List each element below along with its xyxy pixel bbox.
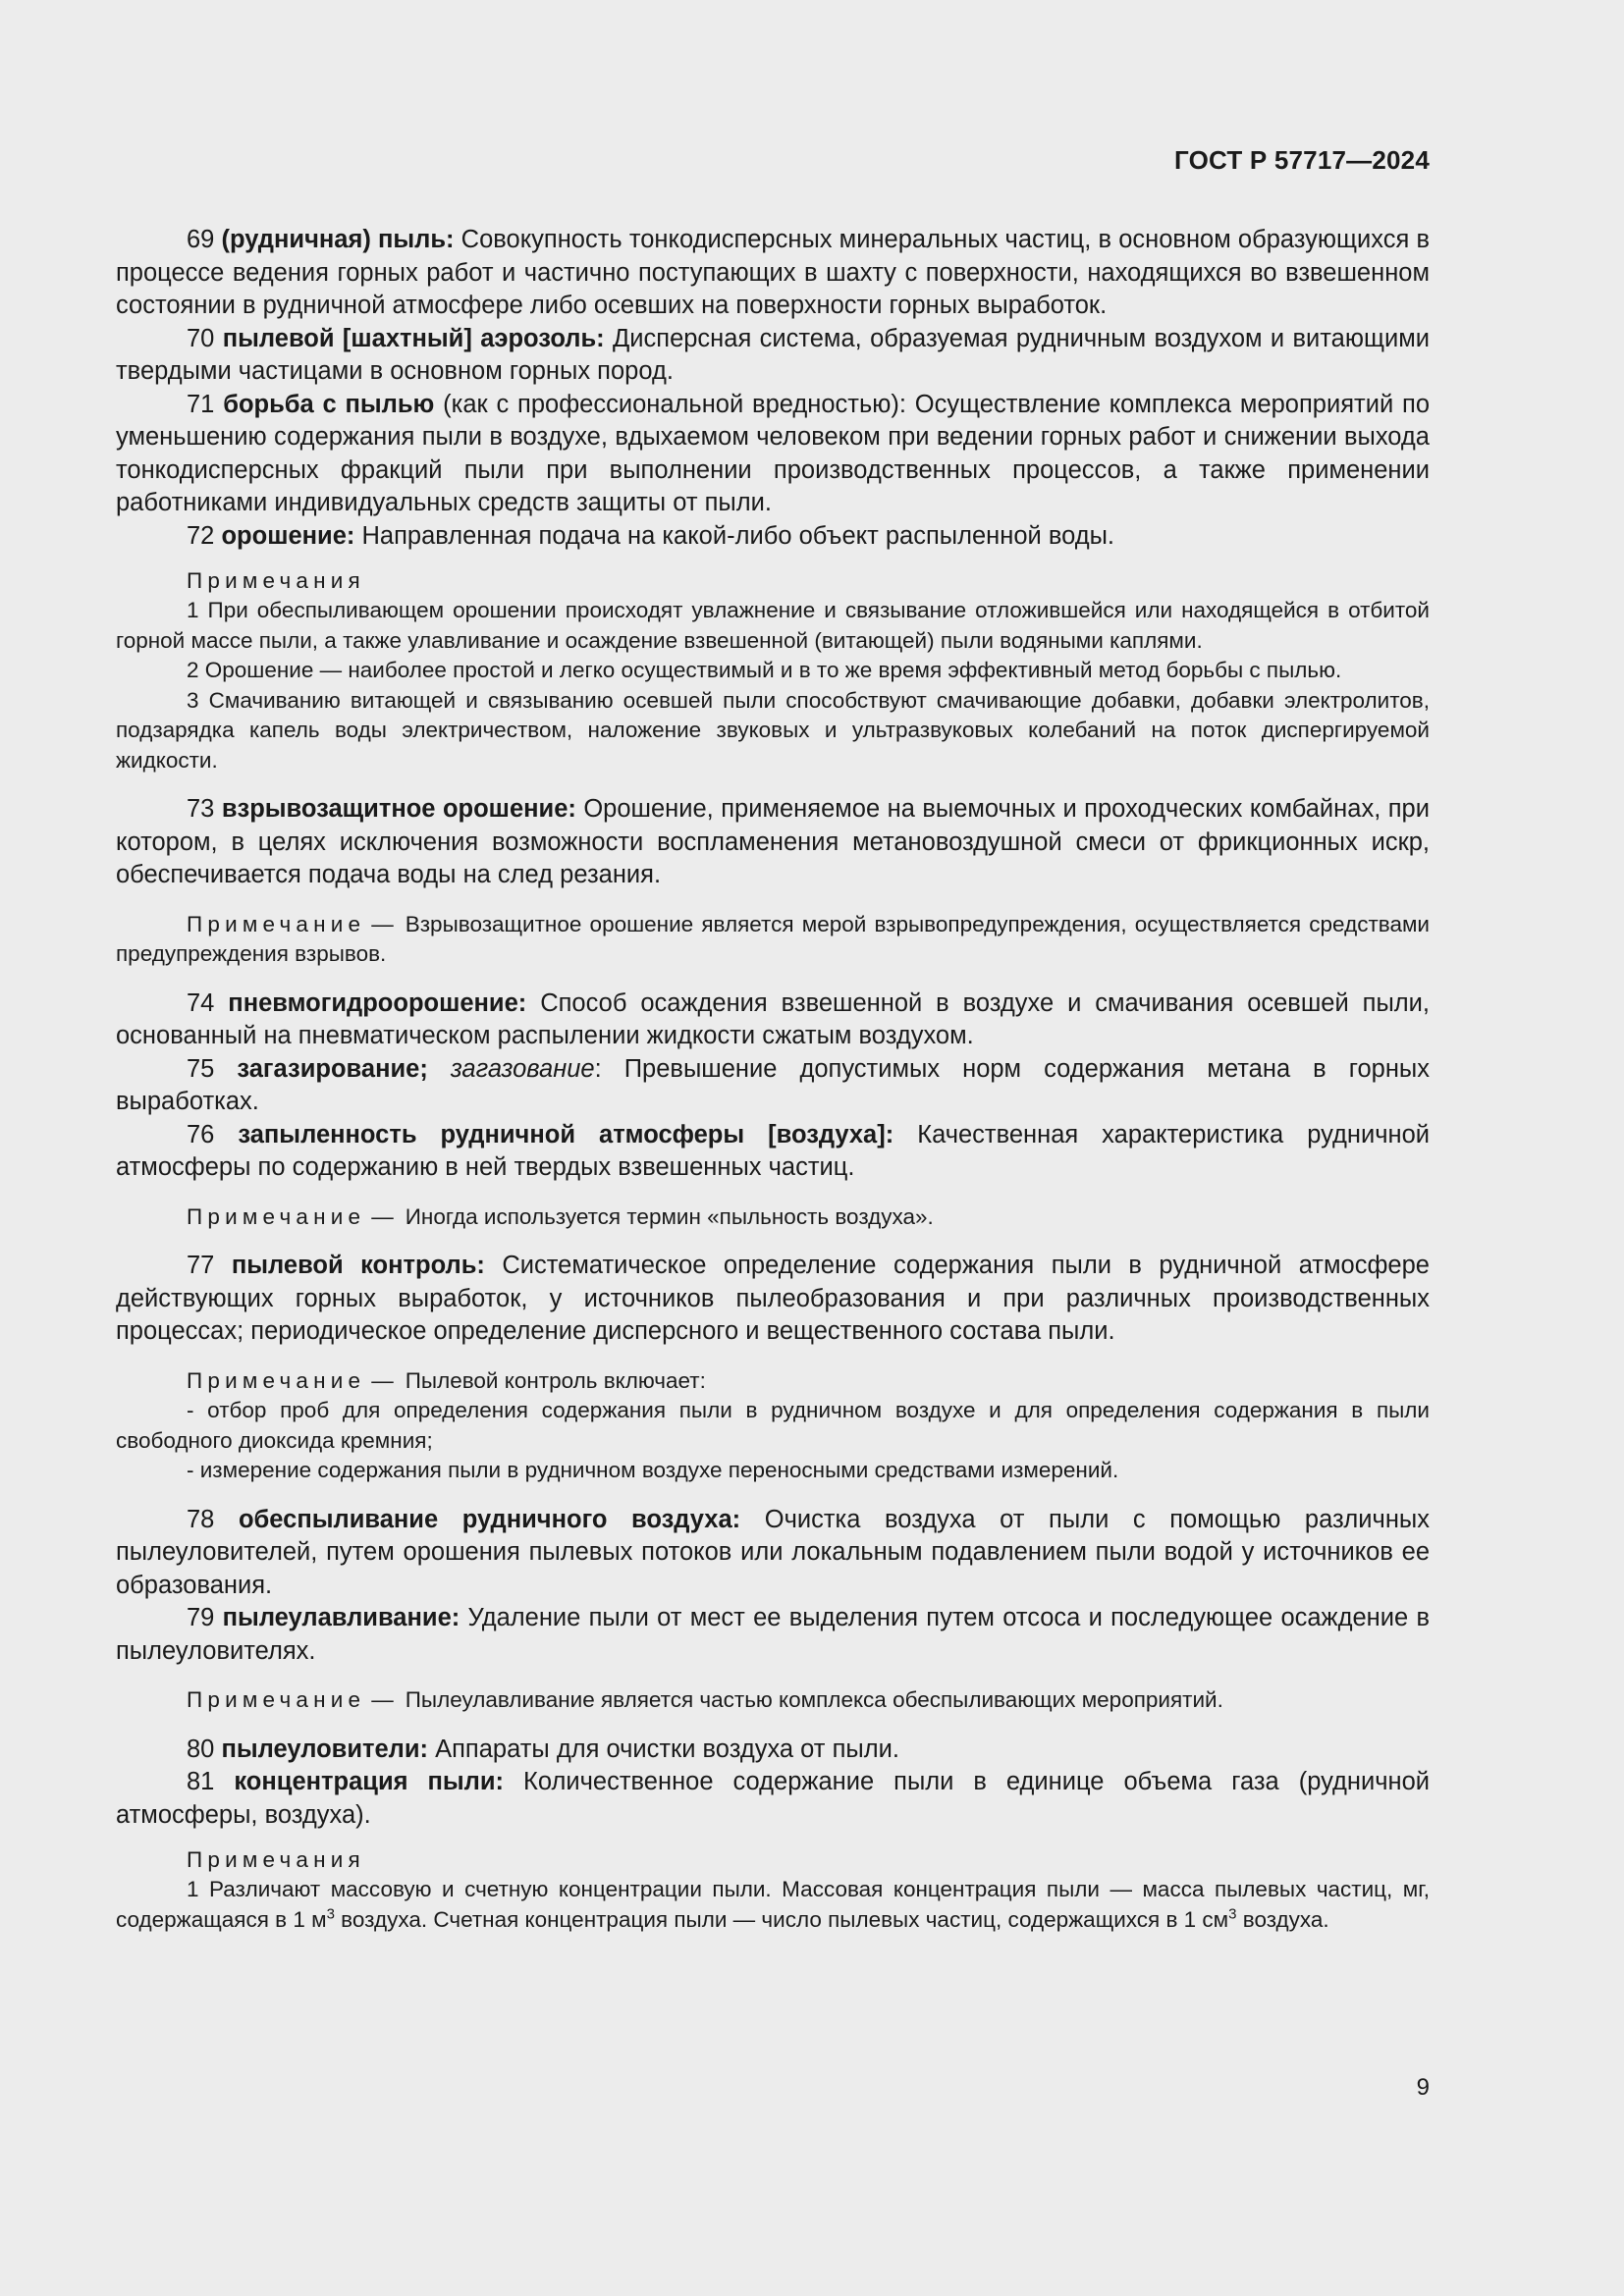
term-entry-72 [116, 520, 1430, 554]
note-item [116, 1366, 1430, 1397]
term-entry-81 [116, 1766, 1430, 1832]
note-label: Примечание [187, 1687, 366, 1712]
term-definition: Количественное содержание пыли в единице объема газа (рудничной атмосферы, воздуха). [116, 1768, 1431, 1829]
note-list-item: - измерение содержания пыли в рудничном воздухе переносными средствами измерений. [187, 1458, 1119, 1482]
term-entry-79 [116, 1602, 1430, 1668]
note-text: Пылевой контроль включает: [405, 1367, 706, 1393]
term-number: 71 [187, 390, 215, 418]
note-item: 1 При обеспыливающем орошении происходят увлажнение и связывание отложившейся или находящейся в отбитой горной массе пыли, а также улавливание и осаждение взвешенной (витающей) пыли водяными каплями. [116, 598, 1430, 653]
notes-heading: Примечания [187, 1847, 365, 1872]
term-alternative: загазование [450, 1054, 595, 1083]
term-number: 69 [187, 226, 215, 253]
term-definition: Систематическое определение содержания пыли в рудничной атмосфере действующих горных выработок, у источников пылеобразования и при различных производственных процессах; периодическое определение дисперсного и вещественного состава пыли. [116, 1252, 1430, 1345]
term-entry-78 [116, 1504, 1430, 1603]
term-definition: Орошение, применяемое на выемочных и проходческих комбайнах, при котором, в целях исключения возможности воспламенения метановоздушной смеси от фрикционных искр, обеспечивается подача воды на след резания. [116, 795, 1430, 888]
note-dash: — [371, 911, 394, 936]
note-label: Примечание [187, 911, 366, 936]
note-label: Примечание [187, 1203, 366, 1229]
note-item: 2 Орошение — наиболее простой и легко осуществимый и в то же время эффективный метод борьбы с пылью. [187, 658, 1342, 682]
term-number: 70 [187, 324, 215, 352]
term-entry-69 [116, 224, 1430, 323]
note-text: Взрывозащитное орошение является мерой взрывопредупреждения, осуществляется средствами предупреждения взрывов. [116, 911, 1430, 966]
term-name: пылевой контроль: [231, 1252, 485, 1279]
term-definition: Направленная подача на какой-либо объект распыленной воды. [354, 521, 1115, 550]
term-name: пылеуловители: [221, 1735, 429, 1763]
note-dash: — [371, 1203, 394, 1229]
term-name: взрывозащитное орошение: [221, 795, 576, 823]
note-item [116, 1685, 1430, 1716]
term-number: 76 [187, 1120, 215, 1148]
notes-heading: Примечания [187, 568, 365, 593]
term-definition: Дисперсная система, образуемая рудничным воздухом и витающими твердыми частицами в основном горных пород. [116, 324, 1430, 385]
term-number: 78 [187, 1505, 215, 1533]
note-dash: — [371, 1687, 394, 1712]
term-name: (рудничная) пыль: [221, 226, 455, 253]
note-item [116, 1202, 1430, 1233]
term-definition: : Превышение допустимых норм содержания метана в горных выработках. [116, 1054, 1430, 1115]
note-item: 1 Различают массовую и счетную концентрации пыли. Массовая концентрация пыли — масса пылевых частиц, мг, содержащаяся в 1 $м^3$ воздуха. Счетная концентрация пыли — число пылевых частиц, содержащихся в 1 $см^3$ воздуха. [116, 1877, 1430, 1932]
term-number: 81 [187, 1768, 215, 1795]
note-text: Иногда используется термин «пыльность воздуха». [405, 1203, 934, 1229]
term-definition: Способ осаждения взвешенной в воздухе и смачивания осевшей пыли, основанный на пневматическом распылении жидкости сжатым воздухом. [116, 988, 1430, 1049]
term-name: обеспыливание рудничного воздуха: [238, 1505, 741, 1533]
term-name: концентрация пыли: [234, 1768, 505, 1795]
note-text: Пылеулавливание является частью комплекса обеспыливающих мероприятий. [405, 1687, 1223, 1712]
note-item: 3 Смачиванию витающей и связыванию осевшей пыли способствуют смачивающие добавки, добавки электролитов, подзарядка капель воды электричеством, наложение звуковых и ультразвуковых колебаний на поток диспергируемой жидкости. [116, 687, 1430, 773]
term-entry-71 [116, 389, 1430, 520]
term-definition: Качественная характеристика рудничной атмосферы по содержанию в ней твердых взвешенных частиц. [116, 1120, 1430, 1181]
superscript: 3 [326, 1905, 335, 1922]
term-number: 77 [187, 1252, 215, 1279]
term-definition: Совокупность тонкодисперсных минеральных частиц, в основном образующихся в процессе ведения горных работ и частично поступающих в шахту с поверхности, находящихся во взвешенном состоянии в рудничной атмосфере либо осевших на поверхности горных выработок. [116, 226, 1430, 319]
term-name: пылеулавливание: [222, 1604, 460, 1631]
term-number: 73 [187, 795, 215, 823]
page-number: 9 [1416, 2074, 1430, 2101]
superscript: 3 [1228, 1905, 1237, 1922]
note-dash: — [371, 1367, 394, 1393]
document-code-header: ГОСТ Р 57717—2024 [1174, 145, 1430, 175]
term-number: 72 [187, 521, 215, 550]
term-number: 79 [187, 1604, 215, 1631]
term-name: пылевой [шахтный] аэрозоль: [222, 324, 605, 352]
term-entry-73 [116, 793, 1430, 892]
term-entry-75 [116, 1053, 1430, 1119]
term-name: борьба с пылью [223, 390, 435, 418]
term-definition: (как с профессиональной вредностью): Осуществление комплекса мероприятий по уменьшению содержания пыли в воздухе, вдыхаемом человеком при ведении горных работ и снижении выхода тонкодисперсных фракций пыли при выполнении производственных процессов, а также применении работниками индивидуальных средств защиты от пыли. [116, 390, 1430, 516]
term-name: пневмогидроорошение: [228, 988, 527, 1017]
term-definition: Аппараты для очистки воздуха от пыли. [428, 1735, 899, 1763]
term-number: 75 [187, 1054, 215, 1083]
term-definition: Удаление пыли от мест ее выделения путем отсоса и последующее осаждение в пылеуловителях. [116, 1604, 1430, 1665]
term-name: запыленность рудничной атмосферы [воздуха]: [238, 1120, 894, 1148]
term-entry-80 [116, 1734, 1430, 1767]
term-name: загазирование; [237, 1054, 428, 1083]
term-entry-74 [116, 988, 1430, 1053]
term-number: 80 [187, 1735, 215, 1763]
note-item [116, 910, 1430, 970]
term-entry-76 [116, 1119, 1430, 1185]
term-entry-77 [116, 1250, 1430, 1349]
document-body [116, 224, 1430, 1935]
term-entry-70 [116, 323, 1430, 389]
note-label: Примечание [187, 1367, 366, 1393]
term-number: 74 [187, 988, 215, 1017]
term-name: орошение: [221, 521, 355, 550]
note-list-item: - отбор проб для определения содержания пыли в рудничном воздухе и для определения содержания в пыли свободного диоксида кремния; [116, 1398, 1430, 1453]
term-definition: Очистка воздуха от пыли с помощью различных пылеуловителей, путем орошения пылевых потоков или локальным подавлением пыли водой у источников ее образования. [116, 1505, 1430, 1599]
